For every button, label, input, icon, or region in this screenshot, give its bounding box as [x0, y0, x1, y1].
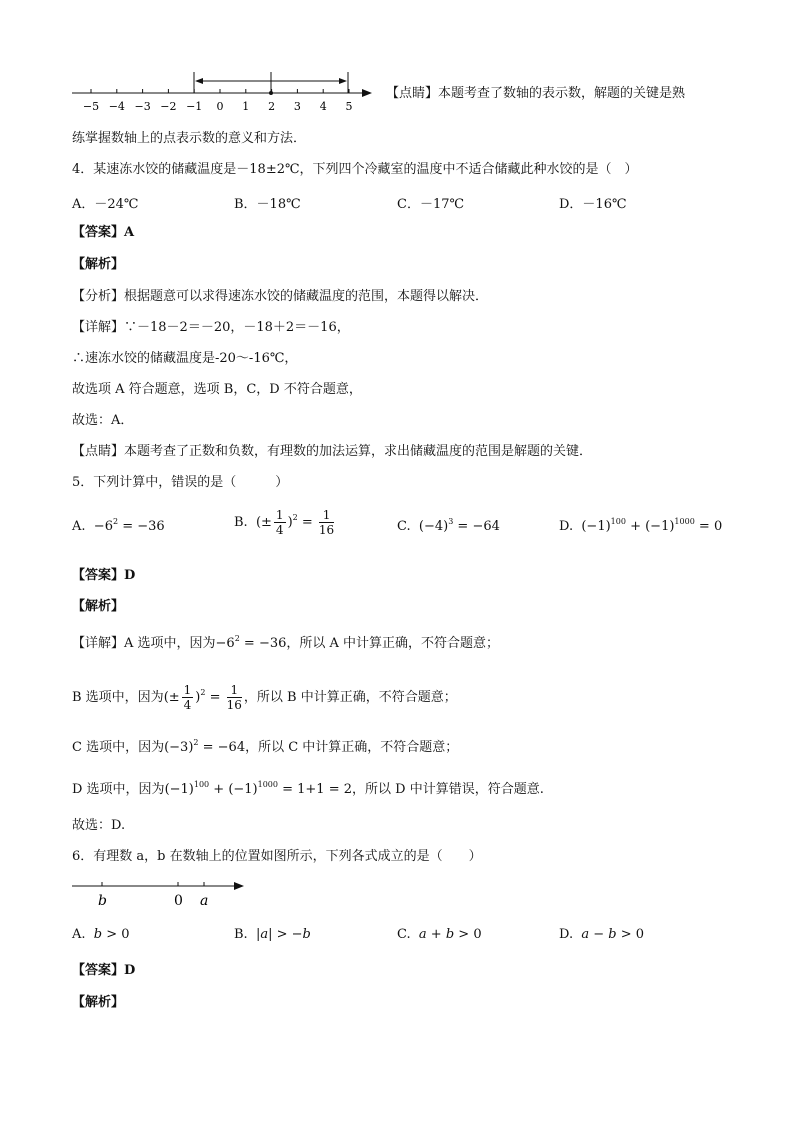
tick-label: −4 [108, 100, 125, 113]
q4-option-d: D．－16℃ [559, 197, 627, 212]
q5-detail-a: 【详解】A 选项中，因为$-6^2 = -36$，所以 A 中计算正确，不符合题意； [72, 634, 500, 651]
q6-option-c: C. a + b > 0 [397, 927, 482, 942]
range-arrow-right [339, 78, 347, 84]
tick-label: 4 [319, 100, 327, 113]
q4-choose: 故选：A． [72, 413, 134, 428]
number-line-figure [68, 66, 378, 114]
tick-label: 3 [293, 100, 301, 113]
q5-jiexi: 【解析】 [72, 599, 125, 614]
q4-option-b: B．－18℃ [234, 197, 301, 212]
q4-stem: 4．某速冻水饺的储藏温度是－18±2℃，下列四个冷藏室的温度中不适合储藏此种水饺的是（ ） [72, 162, 638, 177]
q6-stem: 6．有理数 a，b 在数轴上的位置如图所示，下列各式成立的是（ ） [72, 849, 482, 864]
center-dot [269, 91, 273, 95]
q4-answer: 【答案】A [72, 225, 135, 240]
q5-option-b: B. (± $\frac{1}{4}$ )$^2$ = $\frac{1}{16}$ [234, 508, 335, 537]
q4-jiexi: 【解析】 [72, 257, 125, 272]
axis-arrow-ab [234, 882, 244, 890]
q6-option-b: B. |a| > −b [234, 927, 311, 942]
axis-arrow [362, 89, 372, 97]
tick-label: −5 [82, 100, 100, 113]
tick-label: 5 [345, 100, 353, 113]
label-a: a [200, 893, 209, 909]
tick-label: −1 [186, 100, 203, 113]
q4-xiangjie: 【详解】∵－18－2＝－20，－18＋2＝－16， [72, 320, 350, 335]
tick-label: −2 [160, 100, 177, 113]
dianjing-note: 【点睛】本题考查了数轴的表示数，解题的关键是熟 [386, 86, 686, 101]
q6-option-d: D. a − b > 0 [559, 927, 645, 942]
tick-label: −3 [134, 100, 151, 113]
q5-detail-d: D 选项中，因为$(-1)^{100} + (-1)^{1000} = 1+1 = 2$，所以 D 中计算错误，符合题意. [72, 780, 544, 797]
q5-stem: 5．下列计算中，错误的是（ ） [72, 475, 289, 490]
q4-range: ∴速冻水饺的储藏温度是-20～-16℃， [72, 351, 298, 366]
label-b: b [98, 893, 107, 909]
q5-answer: 【答案】D [72, 568, 136, 583]
q4-select: 故选项 A 符合题意，选项 B，C，D 不符合题意， [72, 382, 362, 397]
q5-detail-b: B 选项中，因为(± $\frac{1}{4}$ )$^2$ = $\frac{1}{16}$ ，所以 B 中计算正确，不符合题意； [72, 683, 457, 712]
q6-answer: 【答案】D [72, 963, 136, 978]
label-0: 0 [174, 893, 183, 909]
tick-label: 2 [268, 100, 276, 113]
q5-choose: 故选：D. [72, 818, 126, 833]
q4-dianjing: 【点睛】本题考查了正数和负数，有理数的加法运算，求出储藏温度的范围是解题的关键． [72, 444, 593, 459]
q6-option-a: A. b > 0 [72, 927, 130, 942]
q5-detail-c: C 选项中，因为$(-3)^2 = -64$，所以 C 中计算正确，不符合题意； [72, 738, 459, 755]
q4-option-a: A．－24℃ [72, 197, 139, 212]
q6-jiexi: 【解析】 [72, 995, 125, 1010]
dianjing-note-cont: 练掌握数轴上的点表示数的意义和方法． [72, 131, 307, 146]
q4-fenxi: 【分析】根据题意可以求得速冻水饺的储藏温度的范围，本题得以解决． [72, 289, 489, 304]
q5-option-d: D. $(-1)^{100} + (-1)^{1000} = 0$ [559, 517, 723, 534]
range-arrow-left [195, 78, 203, 84]
tick-label: 0 [216, 100, 224, 113]
q5-option-a: A. $-6^2 = -36$ [72, 517, 165, 534]
q4-option-c: C．－17℃ [397, 197, 465, 212]
q5-option-c: C. $(-4)^3 = -64$ [397, 517, 500, 534]
number-line-ab [70, 876, 250, 910]
tick-label: 1 [242, 100, 250, 113]
